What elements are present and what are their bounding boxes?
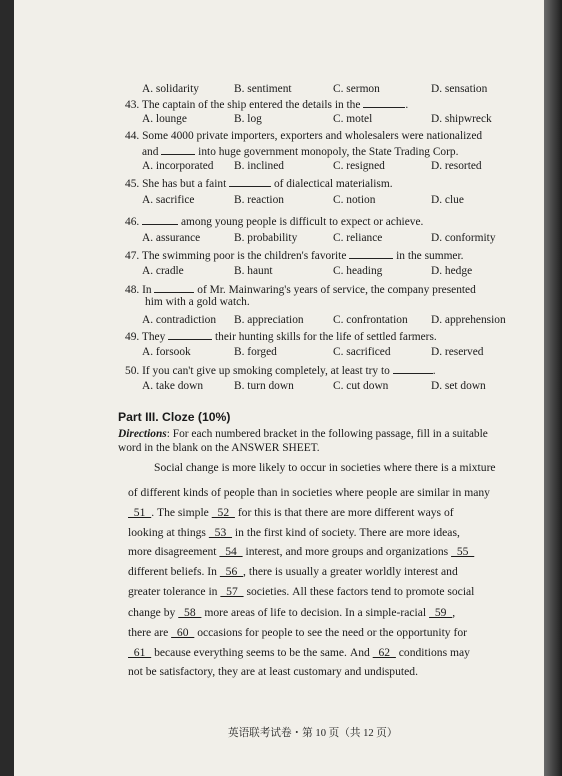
q42-option-b: B. sentiment: [234, 83, 292, 95]
passage-text: conditions may: [395, 646, 470, 659]
passage-line: [154, 461, 496, 475]
passage-text: there are: [128, 626, 172, 639]
q50-stem: [125, 362, 436, 378]
passage-text: more disagreement: [128, 545, 220, 558]
cloze-blank-53: 53: [208, 526, 233, 539]
q48-option-c: C. confrontation: [333, 314, 408, 326]
q47-option-a: A. cradle: [142, 265, 184, 277]
passage-line: [128, 486, 490, 500]
passage-text: because everything seems to be the same. And: [151, 646, 373, 659]
passage-line: [128, 606, 455, 620]
q44-option-b: B. inclined: [234, 160, 284, 172]
q49-stem: [125, 328, 437, 344]
cloze-blank-61: 61: [128, 646, 152, 659]
q49-blank: [168, 328, 212, 340]
q44-text: 44. Some 4000 private importers, exporters and wholesalers were nationalized: [125, 130, 483, 142]
q50-option-c: C. cut down: [333, 380, 389, 392]
cloze-blank-52: 52: [211, 506, 235, 519]
q50-end: .: [432, 365, 436, 377]
q43-text: 43. The captain of the ship entered the details in the: [125, 99, 361, 111]
q42-option-c: C. sermon: [333, 83, 380, 95]
q49-option-c: C. sacrificed: [333, 346, 391, 358]
directions-label: Directions: [118, 428, 167, 440]
passage-text: greater tolerance in: [128, 585, 221, 598]
q43-end: .: [405, 99, 409, 111]
q47-option-d: D. hedge: [431, 265, 473, 277]
q45-option-c: C. notion: [333, 194, 376, 206]
q49-text: 49. They: [125, 331, 166, 343]
q46-option-b: B. probability: [234, 232, 298, 244]
q42-option-a: A. solidarity: [142, 83, 199, 95]
q50-option-b: B. turn down: [234, 380, 294, 392]
q46-blank: [142, 213, 178, 225]
q43-option-a: A. lounge: [142, 113, 187, 125]
passage-text: , there is usually a greater worldly interest and: [243, 565, 458, 578]
passage-text: interest, and more groups and organizations: [242, 545, 452, 558]
q50-blank: [393, 362, 433, 374]
q43-option-d: D. shipwreck: [431, 113, 492, 125]
passage-text: . The simple: [151, 506, 212, 519]
q49-option-d: D. reserved: [431, 346, 484, 358]
cloze-blank-60: 60: [171, 626, 195, 639]
q45-option-b: B. reaction: [234, 194, 284, 206]
q47-text-2: in the summer.: [396, 250, 464, 262]
q46-option-d: D. conformity: [431, 232, 496, 244]
q43-stem: [125, 96, 408, 112]
q49-text-2: their hunting skills for the life of settled farmers.: [215, 331, 437, 343]
q48-text: 48. In: [125, 284, 152, 296]
q45-blank: [229, 175, 271, 187]
directions-text: : For each numbered bracket in the following passage, fill in a suitable word in the blank on the ANSWER SHEET.: [118, 428, 488, 454]
q48-option-a: A. contradiction: [142, 314, 217, 326]
q44-text-2: into huge government monopoly, the State Trading Corp.: [198, 146, 459, 158]
q42-option-d: D. sensation: [431, 83, 488, 95]
scan-edge: [544, 0, 562, 776]
q43-blank: [363, 96, 405, 108]
q44-option-d: D. resorted: [431, 160, 482, 172]
q47-option-b: B. haunt: [234, 265, 273, 277]
q49-option-a: A. forsook: [142, 346, 191, 358]
passage-line: [128, 565, 458, 579]
q46-number: 46.: [125, 216, 140, 228]
q48-stem-line2: [145, 295, 250, 309]
cloze-blank-51: 51: [128, 506, 152, 519]
q50-text: 50. If you can't give up smoking completely, at least try to: [125, 365, 390, 377]
page-footer: 英语联考试卷・第 10 页（共 12 页）: [228, 728, 398, 739]
q48-text-3: him with a gold watch.: [145, 296, 250, 308]
q48-option-d: D. apprehension: [431, 314, 506, 326]
q46-option-c: C. reliance: [333, 232, 383, 244]
passage-text: for this is that there are more different ways of: [234, 506, 454, 519]
q47-blank: [349, 247, 393, 259]
q44-option-c: C. resigned: [333, 160, 385, 172]
passage-line: [128, 646, 470, 660]
q45-text-2: of dialectical materialism.: [273, 178, 393, 190]
cloze-blank-56: 56: [219, 565, 244, 578]
passage-text: societies. All these factors tend to promote social: [243, 585, 475, 598]
q48-text-2: of Mr. Mainwaring's years of service, the company presented: [197, 284, 476, 296]
q45-option-a: A. sacrifice: [142, 194, 195, 206]
q44-blank: [161, 143, 195, 155]
q44-text-and: and: [142, 146, 159, 158]
q47-stem: [125, 247, 464, 263]
passage-text: of different kinds of people than in societies where people are similar in many: [128, 486, 490, 499]
q43-option-c: C. motel: [333, 113, 373, 125]
q46-option-a: A. assurance: [142, 232, 201, 244]
q46-text: among young people is difficult to expect or achieve.: [180, 216, 424, 228]
q48-option-b: B. appreciation: [234, 314, 304, 326]
q44-stem-line2: [142, 143, 458, 159]
passage-text: occasions for people to see the need or the opportunity for: [194, 626, 468, 639]
exam-page: [14, 0, 544, 776]
passage-text: different beliefs. In: [128, 565, 220, 578]
directions: [118, 427, 510, 455]
passage-line: [128, 506, 454, 520]
q43-option-b: B. log: [234, 113, 262, 125]
passage-text: in the first kind of society. There are more ideas,: [232, 526, 460, 539]
passage-text: ,: [452, 606, 456, 619]
passage-text: change by: [128, 606, 179, 619]
passage-line: [128, 585, 474, 599]
passage-line: [128, 626, 467, 640]
passage-text: Social change is more likely to occur in societies where there is a mixture: [154, 461, 496, 474]
cloze-blank-58: 58: [178, 606, 202, 619]
q50-option-a: A. take down: [142, 380, 204, 392]
passage-text: looking at things: [128, 526, 209, 539]
q45-option-d: D. clue: [431, 194, 464, 206]
q45-text: 45. She has but a faint: [125, 178, 227, 190]
cloze-blank-62: 62: [372, 646, 396, 659]
passage-line: [128, 545, 474, 559]
q50-option-d: D. set down: [431, 380, 486, 392]
q46-stem: [125, 213, 423, 229]
cloze-blank-57: 57: [220, 585, 244, 598]
q47-text: 47. The swimming poor is the children's favorite: [125, 250, 347, 262]
cloze-blank-55: 55: [451, 545, 475, 558]
passage-line: [128, 526, 460, 540]
cloze-blank-54: 54: [219, 545, 243, 558]
section-heading: Part III. Cloze (10%): [118, 410, 231, 424]
passage-text: not be satisfactory, they are at least customary and undisputed.: [128, 665, 418, 678]
q48-blank: [154, 281, 194, 293]
cloze-blank-59: 59: [429, 606, 453, 619]
q49-option-b: B. forged: [234, 346, 277, 358]
passage-text: more areas of life to decision. In a simple-racial: [201, 606, 430, 619]
q47-option-c: C. heading: [333, 265, 383, 277]
q45-stem: [125, 175, 393, 191]
q44-stem: [125, 129, 482, 143]
passage-line: [128, 665, 418, 679]
q44-option-a: A. incorporated: [142, 160, 214, 172]
